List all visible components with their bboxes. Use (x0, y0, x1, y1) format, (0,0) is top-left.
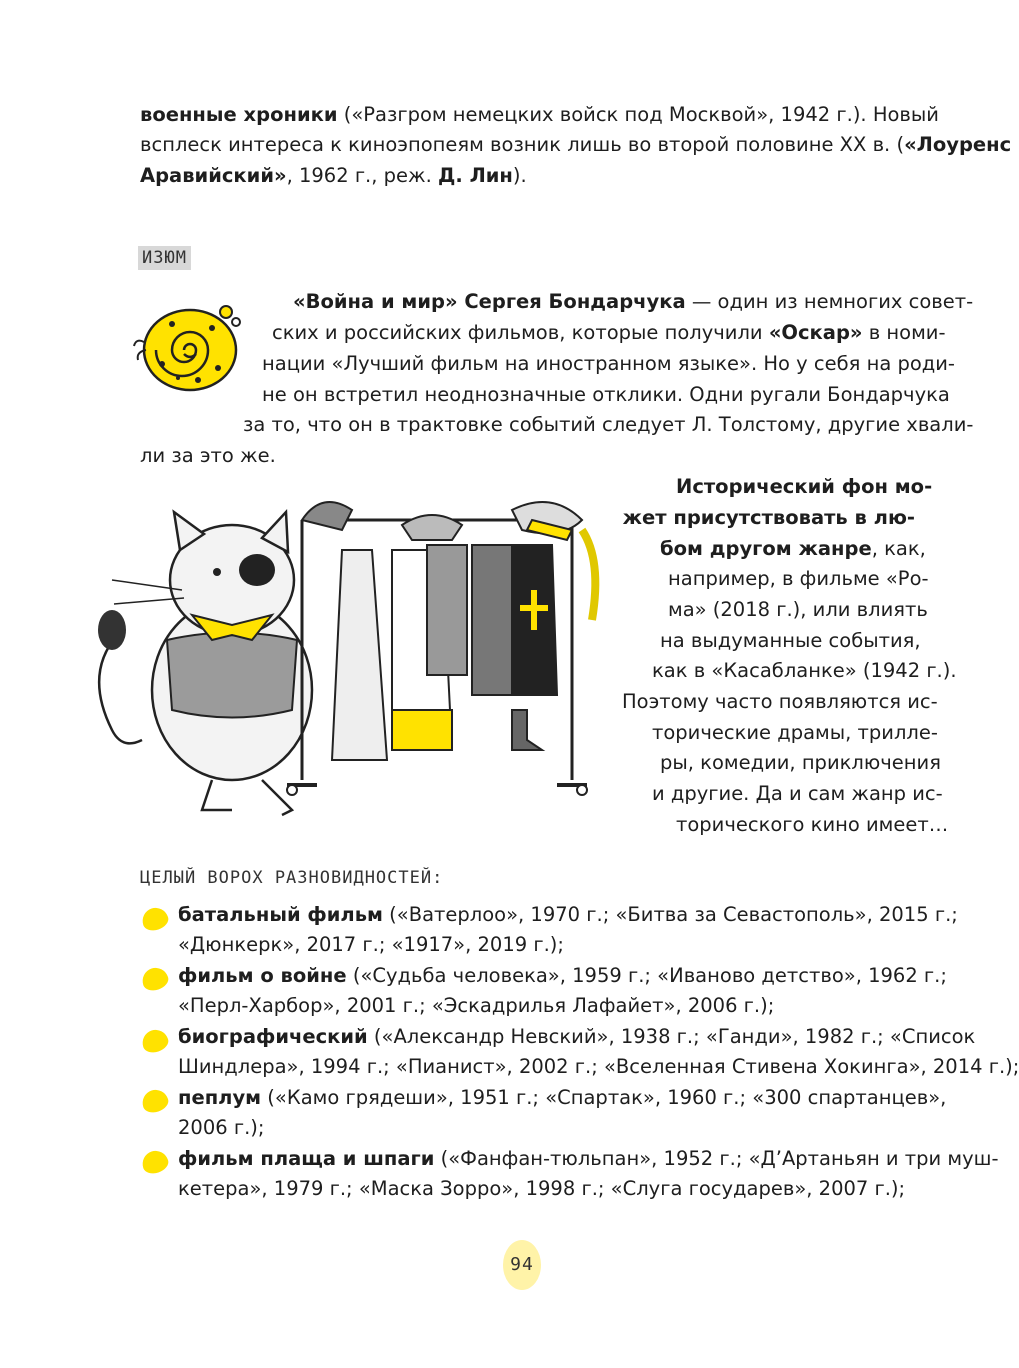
bullet-icon (139, 1087, 171, 1116)
list-item: фильм плаща и шпаги («Фанфан-тюльпан», 1952 г.; «Д’Артаньян и три муш- (178, 1147, 999, 1170)
varieties-heading: ЦЕЛЫЙ ВОРОХ РАЗНОВИДНОСТЕЙ: (140, 868, 444, 888)
bullet-icon (139, 965, 171, 994)
cat-wardrobe-illustration (92, 490, 622, 820)
bullet-icon (139, 905, 171, 934)
izum-heading: ИЗЮМ (138, 246, 191, 270)
bullet-icon (139, 1148, 171, 1177)
bullet-icon (139, 1027, 171, 1056)
list-item: батальный фильм («Ватерлоо», 1970 г.; «Битва за Севастополь», 2015 г.; (178, 903, 958, 926)
raisin-illustration (128, 294, 248, 404)
page-number: 94 (510, 1254, 534, 1275)
list-item: биографический («Александр Невский», 1938 г.; «Ганди», 1982 г.; «Список (178, 1025, 976, 1048)
list-item: фильм о войне («Судьба человека», 1959 г.; «Иваново детство», 1962 г.; (178, 964, 947, 987)
list-item: пеплум («Камо грядеши», 1951 г.; «Спартак», 1960 г.; «300 спартанцев», (178, 1086, 947, 1109)
